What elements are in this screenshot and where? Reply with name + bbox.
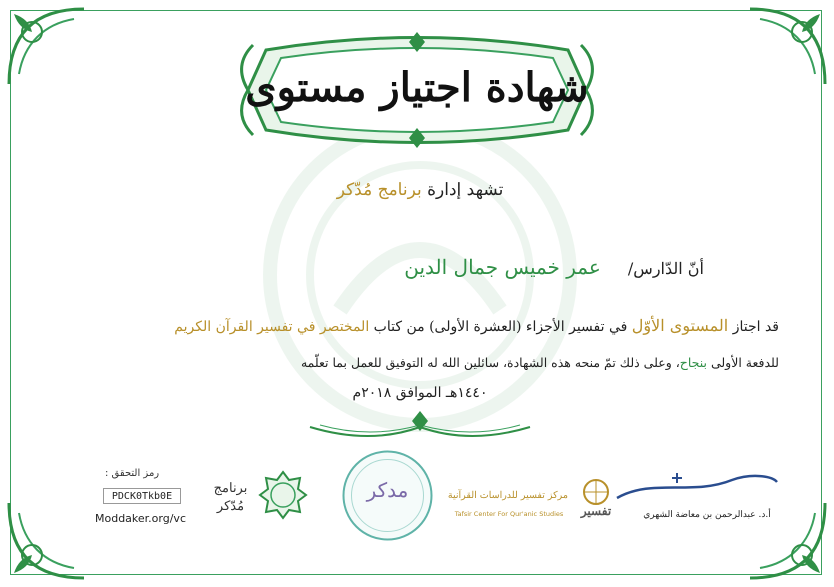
verify-label: رمز التحقق : [105,468,160,479]
verify-url[interactable]: Moddaker.org/vc [95,512,186,525]
student-line [404,255,704,279]
success-word: بنجاح [679,355,707,370]
body-line2-prefix: للدفعة الأولى [710,355,779,370]
program-logo-text: برنامج مُدّكر [213,481,248,514]
program-emblem-icon [258,470,308,520]
body-line-2 [301,355,779,370]
body-line1-prefix: قد اجتاز [732,319,779,335]
program-name: برنامج مُدّكر [336,180,422,200]
center-name-ar: مركز تفسير للدراسات القرآنية [447,490,568,501]
corner-ornament-top-left [4,4,94,94]
student-label: أنّ الدّارس/ [627,259,704,278]
intro-line [300,180,540,200]
body-line1-mid: في تفسير الأجزاء (العشرة الأولى) من كتاب [373,319,628,335]
tafsir-logo-text: تفسير [580,504,612,518]
program-logo [208,470,253,530]
center-name-en: Tafsir Center For Qur'anic Studies [454,510,564,518]
certificate-title: شهادة اجتياز مستوى [245,64,589,111]
student-name: عمر خميس جمال الدين [404,255,601,279]
medallion-text: مدكر [366,478,409,502]
book-name: المختصر في تفسير القرآن الكريم [174,319,370,335]
body-line-1 [174,316,779,335]
signatory-name: أ.د. عبدالرحمن بن معاضة الشهري [643,510,771,520]
ornamental-divider [300,405,540,445]
level-name: المستوى الأوّل [631,316,729,335]
date-line: ١٤٤٠هـ الموافق ٢٠١٨م [352,385,488,401]
corner-ornament-top-right [740,4,830,94]
verify-code-box: PDCK0Tkb0E [103,488,181,504]
signature-icon [612,468,782,508]
body-line2-suffix: ، وعلى ذلك تمّ منحه هذه الشهادة، سائلين الله له التوفيق للعمل بما تعلّمه [300,355,680,370]
corner-ornament-bottom-left [4,493,94,583]
intro-prefix: تشهد إدارة [427,180,504,200]
